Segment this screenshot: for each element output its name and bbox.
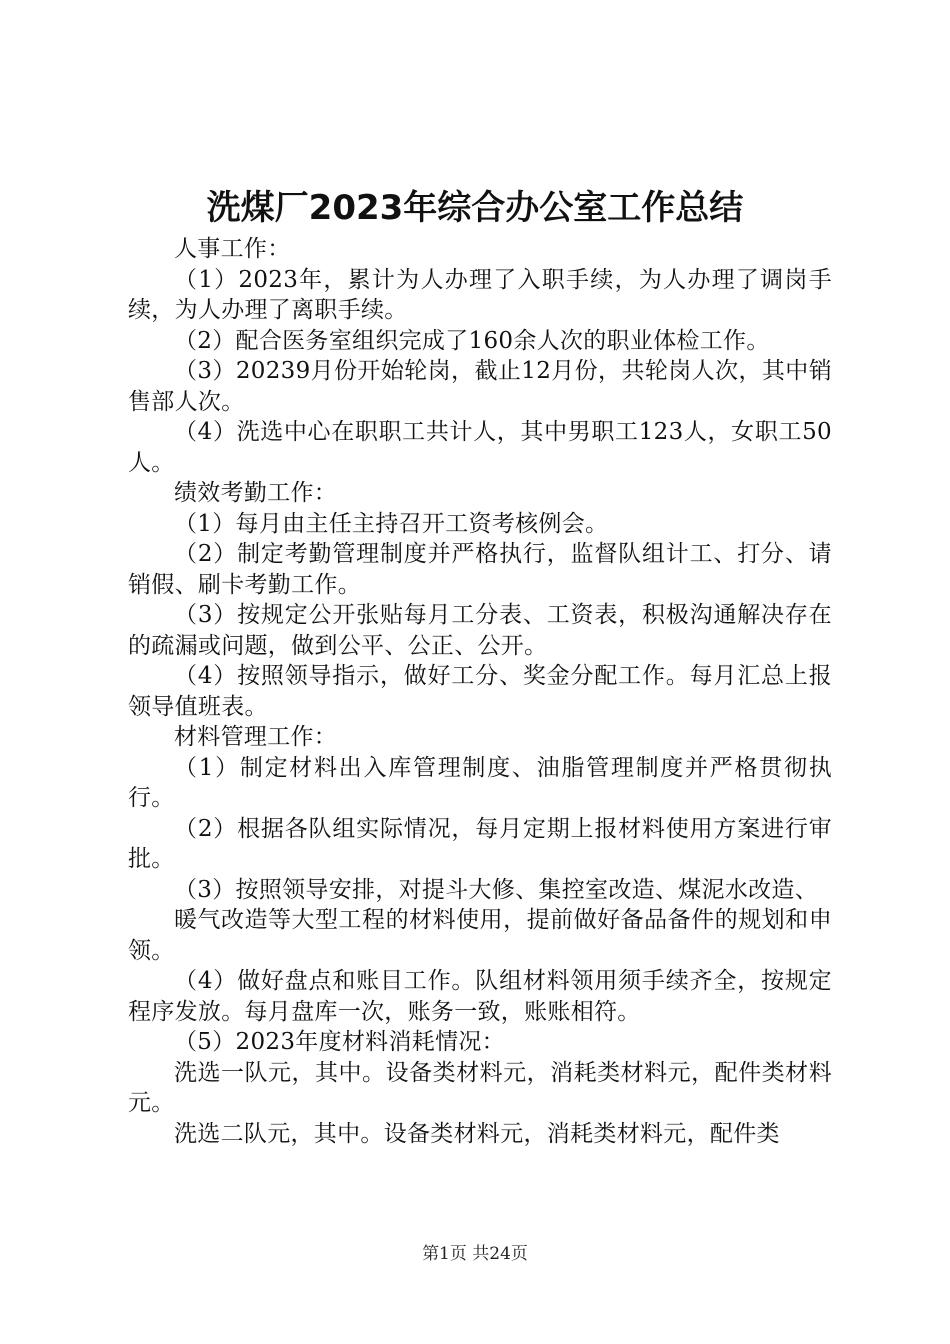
paragraph: （3）按照领导安排，对提斗大修、集控室改造、煤泥水改造、: [174, 876, 819, 903]
section-heading-materials: 材料管理工作：: [174, 724, 338, 750]
document-body: [128, 234, 832, 1149]
page-footer: 第1页 共24页: [422, 1244, 528, 1264]
paragraph: （1）制定材料出入库管理制度、油脂管理制度并严格贯彻执行。: [128, 754, 832, 811]
paragraph: （2）根据各队组实际情况，每月定期上报材料使用方案进行审批。: [128, 815, 832, 872]
paragraph: （3）20239月份开始轮岗，截止12月份，共轮岗人次，其中销售部人次。: [128, 358, 832, 415]
paragraph: （2）配合医务室组织完成了160余人次的职业体检工作。: [174, 327, 770, 354]
paragraph: 暖气改造等大型工程的材料使用，提前做好备品备件的规划和申领。: [128, 907, 832, 964]
paragraph: （1）2023年，累计为人办理了入职手续，为人办理了调岗手续，为人办理了离职手续。: [128, 266, 832, 323]
paragraph: （1）每月由主任主持召开工资考核例会。: [174, 510, 609, 537]
paragraph: （3）按规定公开张贴每月工分表、工资表，积极沟通解决存在的疏漏或问题，做到公平、公正、公开。: [128, 602, 832, 659]
document-title: 洗煤厂2023年综合办公室工作总结: [206, 188, 744, 228]
section-heading-personnel: 人事工作：: [174, 236, 291, 262]
paragraph: （4）做好盘点和账目工作。队组材料领用须手续齐全，按规定程序发放。每月盘库一次，账务一致，账账相符。: [128, 968, 832, 1025]
paragraph: （4）洗选中心在职职工共计人，其中男职工123人，女职工50人。: [128, 419, 832, 476]
section-heading-attendance: 绩效考勤工作：: [174, 480, 338, 506]
paragraph: 洗选二队元，其中。设备类材料元，消耗类材料元，配件类: [174, 1120, 780, 1147]
paragraph: （5）2023年度材料消耗情况：: [174, 1029, 505, 1055]
paragraph: （2）制定考勤管理制度并严格执行，监督队组计工、打分、请销假、刷卡考勤工作。: [128, 541, 832, 598]
paragraph: 洗选一队元，其中。设备类材料元，消耗类材料元，配件类材料元。: [128, 1059, 832, 1116]
paragraph: （4）按照领导指示，做好工分、奖金分配工作。每月汇总上报领导值班表。: [128, 663, 832, 720]
